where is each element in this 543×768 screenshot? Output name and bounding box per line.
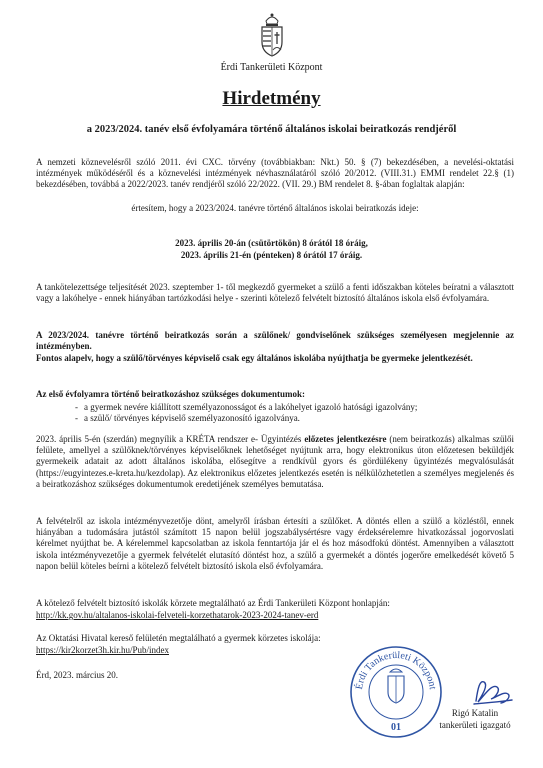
compulsory-paragraph: A tankötelezettsége teljesítését 2023. szeptember 1- től megkezdő gyermeket a szülő a fenti időszakban köteles beíratni a választott vagy a lakóhelye - ennek hiányában tartózkodási helye - szerinti kötelező felvételt biztosító általános iskola első évfolyamára. (36, 282, 514, 304)
document-subtitle: a 2023/2024. tanév első évfolyamára történő általános iskolai beiratkozás rendjéről (86, 124, 457, 135)
stamp-text: Érdi Tankerületi Központ (354, 649, 438, 691)
signer-name: Rigó Katalin (451, 708, 499, 718)
presence-notice: A 2023/2024. tanévre történő beiratkozás során a szülőnek/ gondviselőnek szükséges személyesen megjelennie az intézményben. (36, 330, 514, 352)
stamp-number: 01 (391, 722, 401, 733)
kreta-text-a: 2023. április 5-én (szerdán) megnyílik a KRÉTA rendszer e- Ügyintézés (36, 434, 305, 444)
search-link[interactable]: https://kir2korzet3h.kir.hu/Pub/index (36, 645, 169, 655)
kreta-highlight: előzetes jelentkezésre (304, 434, 387, 444)
kreta-paragraph (36, 434, 514, 490)
place-date: Érd, 2023. március 20. (36, 670, 118, 680)
list-item: - a szülő/ törvényes képviselő személyazonosító igazolványa. (84, 413, 514, 424)
search-text: Az Oktatási Hivatal kereső felületén megtalálható a gyermek körzetes iskolája: (36, 633, 321, 643)
districts-link[interactable]: http://kk.gov.hu/altalanos-iskolai-felveteli-korzethatarok-2023-2024-tanev-erd (36, 610, 319, 620)
intro-paragraph: A nemzeti köznevelésről szóló 2011. évi CXC. törvény (továbbiakban: Nkt.) 50. § (7) bekezdésében, a nevelési-oktatási intézmények működéséről és a köznevelési intézmények névhasználatáról szóló 20/2012. (VIII.31.) EMMI rendelet 22.§ (1) bekezdésében, továbbá a 2022/2023. tanév rendjéről szóló 22/2022. (VII. 29.) BM rendelet 8. §-ában foglaltak alapján: (36, 157, 514, 190)
signer-title: tankerületi igazgató (439, 720, 511, 730)
coat-of-arms-icon (256, 12, 288, 58)
documents-list (84, 402, 514, 424)
enrollment-dates (0, 237, 543, 261)
districts-text: A kötelező felvételt biztosító iskolák körzete megtalálható az Érdi Tankerületi Központ honlapján: (36, 598, 390, 608)
list-item: - a gyermek nevére kiállított személyazonosságot és a lakóhelyet igazoló hatósági igazolvány; (84, 402, 514, 413)
decision-paragraph: A felvételről az iskola intézményvezetője dönt, amelyről írásban értesíti a szülőket. A döntés ellen a szülő a közléstől, ennek hiányában a tudomására jutástól számított 15 napon belül jogszabálysértésre vagy érdeksérelemre hivatkozással jogorvoslati kérelmet nyújthat be. A kérelemmel kapcsolatban az iskola fenntartója jár el és hoz másodfokú döntést. Amennyiben a választott iskola intézményvezetője a gyermek felvételét elutasító döntést hoz, a szülő a gyermekét a döntés jogerőre emelkedését követő 5 napon belül köteles beírni a kötelező felvételt biztosító iskola első évfolyamára. (36, 516, 514, 571)
kreta-text-b: (nem beiratkozás) alkalmas szülői felülete, amellyel a szülőknek/törvényes képviselőknek lehetőséget nyújtunk arra, hogy elektronikus úton előzetesen beküldjék gyermekeik adatait az adott általános iskolába, elősegítve a rendkívül gyors és gördülékeny ügyintézés megvalósulását ( (36, 434, 514, 478)
handwritten-signature-icon (470, 675, 516, 707)
enrollment-date-1: 2023. április 20-án (csütörtökön) 8 órától 18 óráig, (175, 238, 368, 248)
document-title: Hirdetmény (222, 88, 321, 109)
kreta-link[interactable]: https://eugyintezes.e-kreta.hu/kezdolap (39, 467, 180, 478)
stamp-crest-icon (388, 669, 404, 703)
principle-notice: Fontos alapelv, hogy a szülő/törvényes képviselő csak egy általános iskolába nyújthatja be gyermeke jelentkezését. (36, 353, 473, 363)
enrollment-date-2: 2023. április 21-én (pénteken) 8 órától 17 óráig. (180, 250, 363, 260)
organization-name: Érdi Tankerületi Központ (220, 62, 323, 73)
documents-heading: Az első évfolyamra történő beiratkozáshoz szükséges dokumentumok: (36, 389, 305, 399)
notice-line: értesítem, hogy a 2023/2024. tanévre történő általános iskolai beiratkozás ideje: (131, 203, 419, 213)
kreta-text-c: ). Az elektronikus előzetes jelentkezés esetén is nélkülözhetetlen a személyes megjelenés és a beiratkozáshoz szükséges dokumentumok eredetijének személyes bemutatása. (36, 467, 514, 489)
